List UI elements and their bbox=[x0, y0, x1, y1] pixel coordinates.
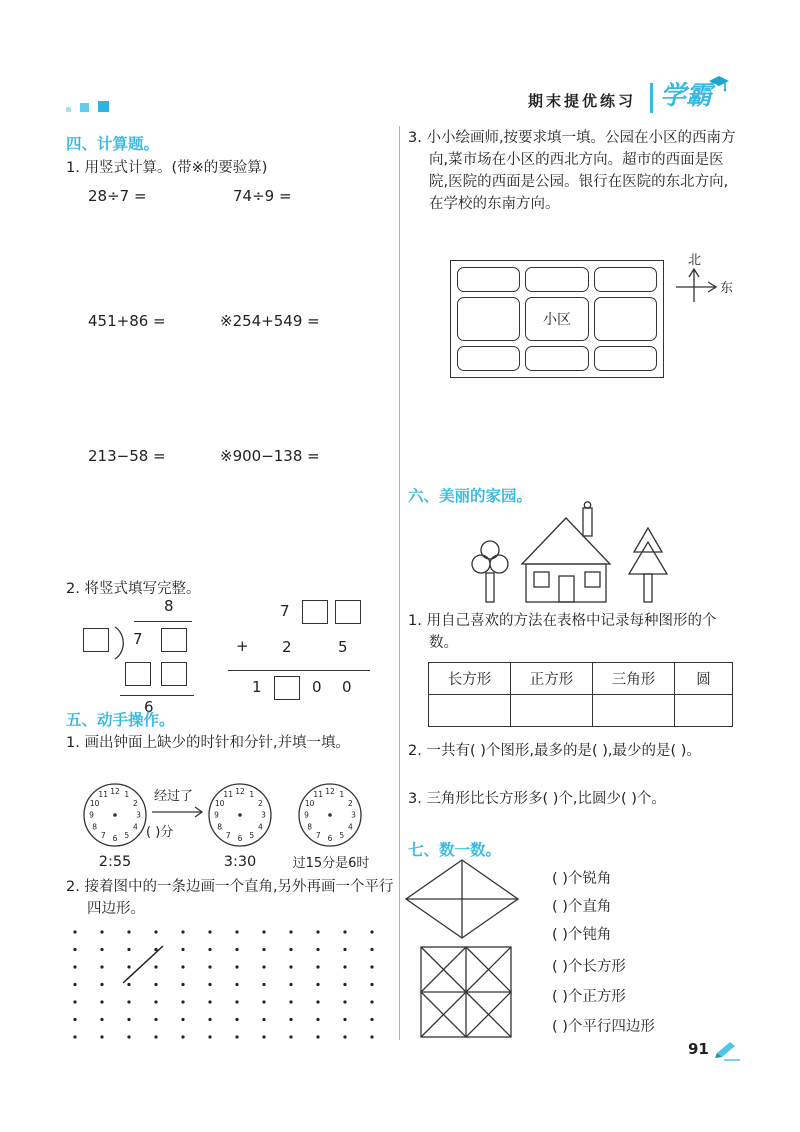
table-header-row bbox=[429, 663, 733, 695]
clock-time-label: 2:55 bbox=[98, 854, 132, 870]
clock-numeral: 12 bbox=[235, 787, 245, 797]
header-decoration bbox=[66, 93, 113, 112]
section-5-heading: 五、动手操作。 bbox=[66, 711, 175, 729]
map-cell bbox=[594, 267, 657, 292]
clock-numeral: 1 bbox=[339, 790, 345, 800]
clock-numeral: 7 bbox=[315, 831, 321, 840]
elapsed-blank: ( )分 bbox=[146, 825, 174, 840]
clock-numeral: 3 bbox=[136, 810, 141, 820]
clock-numeral: 3 bbox=[351, 810, 356, 820]
section-6-heading: 六、美丽的家园。 bbox=[408, 487, 533, 505]
table-cell-empty bbox=[429, 695, 511, 727]
elapsed-arrow bbox=[150, 804, 208, 820]
house-body bbox=[526, 564, 606, 602]
map-cell bbox=[594, 297, 657, 342]
compass-icon bbox=[668, 250, 740, 312]
clock-numeral: 11 bbox=[313, 790, 323, 800]
compass-north-label: 北 bbox=[688, 253, 702, 268]
q6-2-text: 2. 一共有( )个图形,最多的是( ),最少的是( )。 bbox=[408, 743, 701, 759]
answer-box bbox=[161, 662, 187, 686]
clock-numeral: 9 bbox=[89, 810, 94, 820]
table-answer-row bbox=[429, 695, 733, 727]
clock-numeral: 7 bbox=[100, 831, 106, 840]
chimney bbox=[583, 508, 592, 536]
deco-square-large bbox=[98, 101, 109, 112]
shape-answer: ( )个正方形 bbox=[552, 989, 626, 1005]
addition-line bbox=[228, 670, 370, 671]
answer-box bbox=[335, 600, 361, 624]
shape-count-table bbox=[428, 662, 733, 727]
page-number: 91 bbox=[688, 1040, 709, 1058]
column-divider bbox=[399, 126, 400, 1040]
clock-numeral: 4 bbox=[133, 822, 138, 832]
problem-expression: ※900−138 = bbox=[220, 447, 320, 465]
logo-divider-bar bbox=[650, 83, 653, 113]
clock-numeral: 4 bbox=[258, 822, 263, 832]
map-cell bbox=[594, 346, 657, 371]
clock-numeral: 2 bbox=[133, 798, 138, 808]
division-quotient: 8 bbox=[164, 597, 174, 615]
clock-numeral: 1 bbox=[249, 790, 255, 800]
table-cell-empty bbox=[675, 695, 733, 727]
q3-map-text: 3. 小小绘画师,按要求填一填。公园在小区的西南方向,菜市场在小区的西北方向。超市的西面是医院,医院的西面是公园。银行在医院的东北方向,在学校的东南方向。 bbox=[408, 130, 736, 212]
tree-circle bbox=[481, 541, 499, 559]
house-scene bbox=[452, 500, 687, 604]
rhombus-figure bbox=[404, 858, 522, 940]
clock-numeral: 5 bbox=[249, 831, 255, 840]
map-cell bbox=[457, 346, 520, 371]
subtraction-line bbox=[120, 695, 194, 696]
q5-1-text: 1. 画出钟面上缺少的时针和分针,并填一填。 bbox=[66, 735, 351, 751]
tree-trunk bbox=[486, 573, 494, 602]
page-header-title: 期末提优练习 bbox=[528, 92, 637, 110]
problem-expression: 28÷7 = bbox=[88, 187, 147, 205]
clock-numeral: 4 bbox=[348, 822, 353, 832]
shape-answer: ( )个长方形 bbox=[552, 959, 626, 975]
clock-time-label: 过15分是6时 bbox=[292, 856, 370, 871]
clock-numeral: 7 bbox=[225, 831, 231, 840]
shape-answer: ( )个平行四边形 bbox=[552, 1019, 655, 1035]
angle-answer: ( )个直角 bbox=[552, 899, 612, 915]
addend2-ones: 5 bbox=[338, 638, 348, 656]
door bbox=[559, 576, 574, 602]
clock-numeral: 6 bbox=[237, 834, 243, 844]
clock-numeral: 2 bbox=[258, 798, 263, 808]
clock-numeral: 5 bbox=[124, 831, 130, 840]
clock-numeral: 12 bbox=[325, 787, 335, 797]
pine-triangle bbox=[634, 528, 662, 552]
grid-square-figure bbox=[420, 946, 512, 1038]
clock-numeral: 1 bbox=[124, 790, 130, 800]
plus-sign: + bbox=[236, 637, 249, 655]
clock-numeral: 12 bbox=[110, 787, 120, 797]
quotient-line bbox=[134, 621, 192, 622]
division-dividend-digit: 7 bbox=[133, 630, 143, 648]
answer-box bbox=[83, 628, 109, 652]
compass-east-label: 东 bbox=[720, 281, 734, 296]
sum-thousands: 1 bbox=[252, 678, 262, 696]
map-grid bbox=[450, 260, 664, 378]
q6-3-text: 3. 三角形比长方形多( )个,比圆少( )个。 bbox=[408, 791, 666, 807]
window-square bbox=[585, 572, 600, 587]
q6-1-text: 1. 用自己喜欢的方法在表格中记录每种图形的个数。 bbox=[408, 613, 717, 651]
map-cell bbox=[457, 297, 520, 342]
pencil-icon bbox=[712, 1040, 742, 1061]
graduation-cap-icon bbox=[708, 75, 730, 93]
pine-triangle bbox=[629, 542, 667, 574]
map-cell bbox=[457, 267, 520, 292]
map-cell bbox=[525, 267, 588, 292]
q4-2-text: 2. 将竖式填写完整。 bbox=[66, 581, 201, 597]
clock-numeral: 8 bbox=[92, 822, 97, 832]
clock-face-3 bbox=[296, 781, 364, 849]
answer-box bbox=[302, 600, 328, 624]
table-cell-empty bbox=[511, 695, 593, 727]
table-cell-empty bbox=[593, 695, 675, 727]
division-bracket bbox=[113, 626, 129, 660]
clock-numeral: 11 bbox=[223, 790, 233, 800]
clock-numeral: 3 bbox=[261, 810, 266, 820]
pine-trunk bbox=[644, 574, 652, 602]
angle-answer: ( )个锐角 bbox=[552, 871, 612, 887]
table-header-circle: 圆 bbox=[675, 663, 733, 695]
addend1-hundreds: 7 bbox=[280, 602, 290, 620]
addend2-hundreds: 2 bbox=[282, 638, 292, 656]
tree-circle bbox=[490, 555, 508, 573]
sum-tens: 0 bbox=[312, 678, 322, 696]
problem-expression: 451+86 = bbox=[88, 312, 166, 330]
clock-numeral: 6 bbox=[112, 834, 118, 844]
clock-numeral: 6 bbox=[327, 834, 333, 844]
q5-2-text: 2. 接着图中的一条边画一个直角,另外再画一个平行四边形。 bbox=[66, 879, 394, 917]
addition-diagram bbox=[228, 600, 370, 708]
sum-ones: 0 bbox=[342, 678, 352, 696]
answer-box bbox=[161, 628, 187, 652]
clock-time-label: 3:30 bbox=[223, 854, 257, 870]
clock-numeral: 8 bbox=[217, 822, 222, 832]
clock-numeral: 10 bbox=[214, 798, 225, 808]
dot-grid bbox=[70, 926, 392, 1046]
clock-numeral: 10 bbox=[89, 798, 100, 808]
table-header-square: 正方形 bbox=[511, 663, 593, 695]
window-square bbox=[534, 572, 549, 587]
answer-box bbox=[274, 676, 300, 700]
logo-text: 学霸 bbox=[660, 81, 713, 111]
clock-numeral: 2 bbox=[348, 798, 353, 808]
problem-expression: 74÷9 = bbox=[233, 187, 292, 205]
brand-logo bbox=[650, 80, 730, 113]
table-header-rectangle: 长方形 bbox=[429, 663, 511, 695]
clock-numeral: 5 bbox=[339, 831, 345, 840]
table-header-triangle: 三角形 bbox=[593, 663, 675, 695]
clock-face-1 bbox=[81, 781, 149, 849]
tree-circle bbox=[472, 555, 490, 573]
q4-1-text: 1. 用竖式计算。(带※的要验算) bbox=[66, 160, 268, 176]
roof-triangle bbox=[522, 518, 610, 564]
clock-numeral: 10 bbox=[304, 798, 315, 808]
deco-square-medium bbox=[80, 103, 89, 112]
angle-answer: ( )个钝角 bbox=[552, 927, 612, 943]
clock-numeral: 11 bbox=[98, 790, 108, 800]
answer-box bbox=[125, 662, 151, 686]
chimney-smoke bbox=[584, 502, 590, 508]
map-cell-center: 小区 bbox=[525, 297, 588, 342]
deco-square-small bbox=[66, 107, 71, 112]
clock-face-2 bbox=[206, 781, 274, 849]
problem-expression: 213−58 = bbox=[88, 447, 166, 465]
clock-numeral: 9 bbox=[214, 810, 219, 820]
section-4-heading: 四、计算题。 bbox=[66, 135, 160, 153]
clock-numeral: 8 bbox=[307, 822, 312, 832]
problem-expression: ※254+549 = bbox=[220, 312, 320, 330]
section-7-heading: 七、数一数。 bbox=[408, 841, 502, 859]
division-diagram bbox=[78, 597, 200, 717]
elapsed-label: 经过了 bbox=[154, 789, 194, 804]
clock-numeral: 9 bbox=[304, 810, 309, 820]
map-cell bbox=[525, 346, 588, 371]
division-remainder: 6 bbox=[144, 698, 154, 716]
